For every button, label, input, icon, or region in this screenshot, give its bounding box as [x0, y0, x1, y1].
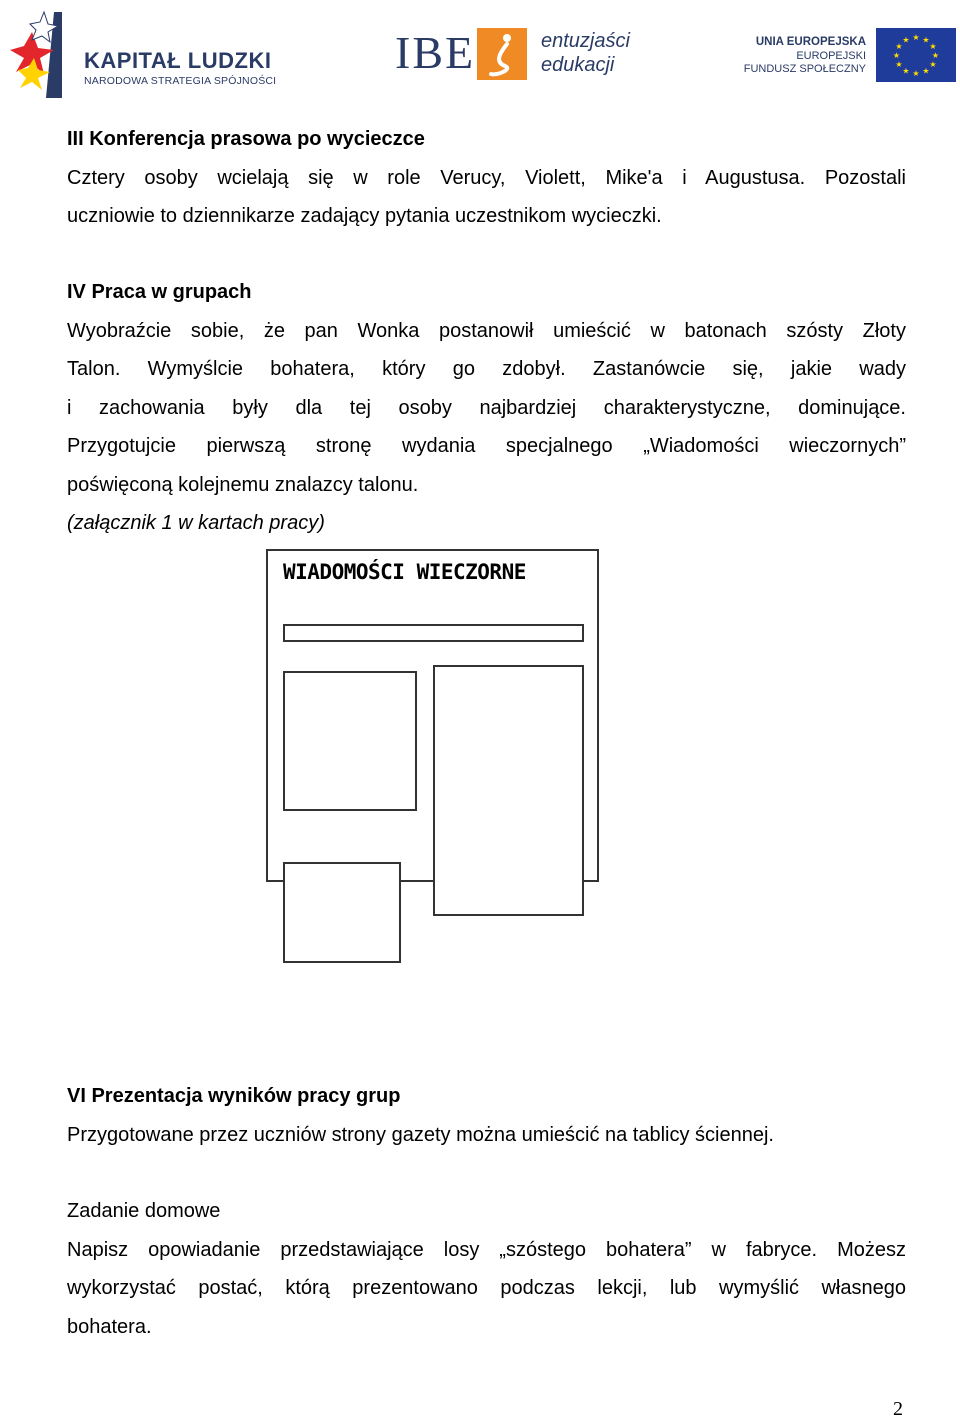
section-3-heading: III Konferencja prasowa po wycieczce: [67, 128, 425, 150]
kapital-ludzki-logo: [4, 10, 277, 100]
homework-line: wykorzystać postać, którą prezentowano podczas lekcji, lub wymyślić własnego: [67, 1277, 906, 1299]
section-4-line: poświęconą kolejnemu znalazcy talonu.: [67, 473, 419, 496]
section-6-text: Przygotowane przez uczniów strony gazety można umieścić na tablicy ściennej.: [67, 1123, 774, 1146]
homework-line: Napisz opowiadanie przedstawiające losy „szóstego bohatera” w fabryce. Możesz: [67, 1238, 906, 1261]
svg-text:★: ★: [902, 66, 910, 76]
svg-text:★: ★: [892, 51, 901, 60]
svg-text:★: ★: [912, 33, 920, 42]
section-3-line: uczniowie to dziennikarze zadający pytania uczestnikom wycieczki.: [67, 205, 662, 227]
section-6-heading: VI Prezentacja wyników pracy grup: [67, 1085, 401, 1107]
section-6: [67, 1077, 906, 1154]
svg-text:★: ★: [895, 60, 903, 69]
section-4-line: Przygotujcie pierwszą stronę wydania specjalnego „Wiadomości wieczornych”: [67, 435, 906, 457]
newspaper-photo-box: [283, 671, 417, 811]
svg-text:★: ★: [922, 66, 930, 76]
eu-logo: [743, 28, 958, 84]
entuzjasci-label: entuzjaści: [541, 30, 630, 52]
section-4-heading: IV Praca w grupach: [67, 281, 252, 303]
section-4: [67, 273, 906, 543]
page-number: 2: [893, 1398, 903, 1420]
eu-fund-line1: EUROPEJSKI: [796, 50, 866, 62]
eu-flag-icon: [876, 28, 956, 82]
section-4-line: Wyobraźcie sobie, że pan Wonka postanowił umieścić w batonach szósty Złoty: [67, 319, 906, 342]
ibe-orange-mark: [477, 28, 527, 80]
homework-heading: Zadanie domowe: [67, 1200, 221, 1222]
eu-title: UNIA EUROPEJSKA: [755, 36, 866, 48]
svg-text:★: ★: [929, 42, 937, 51]
svg-text:★: ★: [902, 35, 910, 45]
page-header: [0, 0, 960, 105]
kapital-ludzki-subtitle: NARODOWA STRATEGIA SPÓJNOŚCI: [84, 75, 277, 87]
svg-text:★: ★: [912, 69, 920, 78]
section-4-line: i zachowania były dla tej osoby najbardziej charakterystyczne, dominujące.: [67, 396, 906, 419]
homework-line: bohatera.: [67, 1315, 152, 1338]
ibe-figure-icon: [477, 28, 527, 80]
eu-fund-line2: FUNDUSZ SPOŁECZNY: [743, 63, 866, 75]
svg-text:★: ★: [922, 35, 930, 45]
edukacji-label: edukacji: [541, 54, 615, 76]
ibe-logo: [395, 22, 645, 92]
homework-section: [67, 1192, 906, 1346]
newspaper-title: WIADOMOŚCI WIECZORNE: [283, 560, 526, 584]
svg-text:★: ★: [929, 60, 937, 69]
ibe-brand: IBE: [395, 27, 476, 78]
section-3-line: Cztery osoby wcielają się w role Verucy, Violett, Mike'a i Augustusa. Pozostali: [67, 166, 906, 189]
attachment-note: (załącznik 1 w kartach pracy): [67, 512, 325, 534]
newspaper-small-box: [283, 862, 401, 963]
newspaper-article-column: [433, 665, 584, 916]
kapital-ludzki-emblem-icon: [4, 10, 76, 100]
newspaper-headline-bar: [283, 624, 584, 642]
section-3: [67, 120, 906, 236]
section-4-line: Talon. Wymyślcie bohatera, który go zdobył. Zastanówcie się, jakie wady: [67, 358, 906, 380]
svg-text:★: ★: [895, 42, 903, 51]
svg-text:★: ★: [931, 51, 940, 60]
kapital-ludzki-title: KAPITAŁ LUDZKI: [84, 48, 272, 73]
